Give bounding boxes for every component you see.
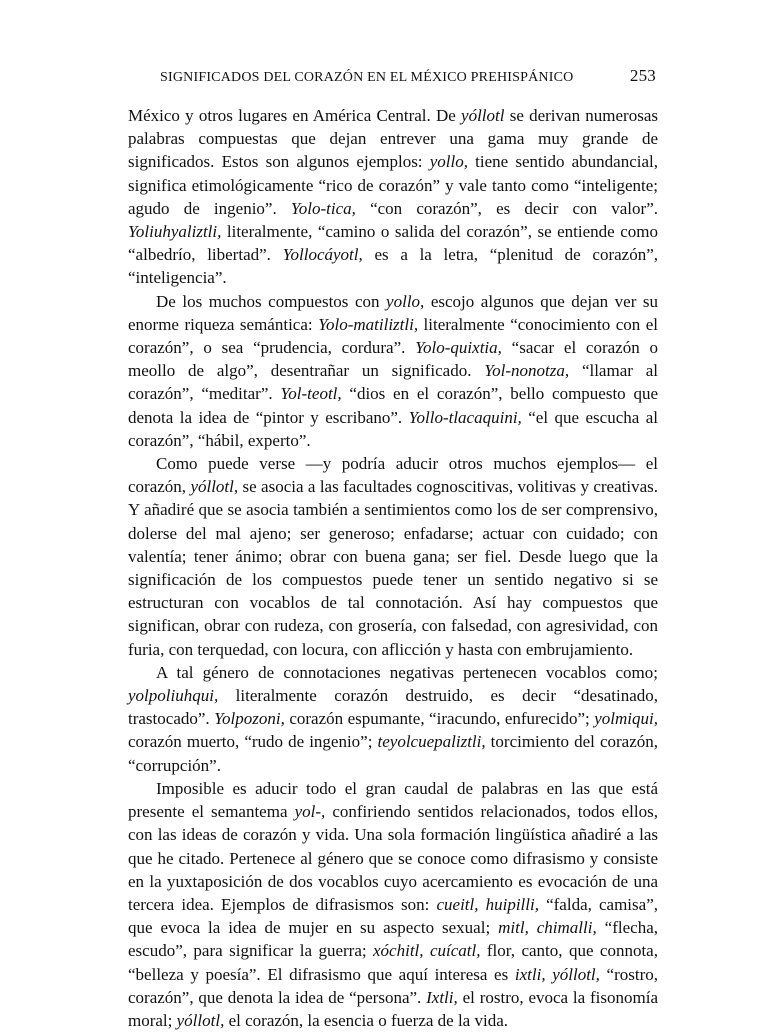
italic-term: yollo, xyxy=(429,152,468,172)
page-number: 253 xyxy=(629,66,656,85)
text-run: se derivan numerosas palabras compuestas que dejan entrever una gama muy grande de significados. Estos son algunos ejemplos: xyxy=(128,106,658,172)
italic-term: Yol-teotl, xyxy=(280,384,342,404)
italic-term: mitl, chimalli, xyxy=(498,918,597,938)
text-run: el corazón, la esencia o fuerza de la vida. xyxy=(224,1010,508,1030)
running-head: SIGNIFICADOS DEL CORAZÓN EN EL MÉXICO PREHISPÁNICO xyxy=(160,70,574,85)
italic-term: Yolpozoni, xyxy=(214,709,285,729)
text-run: torcimiento del corazón, “corrupción”. xyxy=(128,732,658,775)
text-run: Como puede verse —y podría aducir otros muchos ejemplos— el corazón, xyxy=(128,454,658,497)
italic-term: yóllotl, xyxy=(176,1010,225,1030)
text-run: “el que escucha al corazón”, “hábil, experto”. xyxy=(128,407,658,450)
italic-term: ixtli, yóllotl, xyxy=(514,964,600,984)
italic-term: Yollocáyotl, xyxy=(282,245,363,265)
text-run: “falda, camisa”, que evoca la idea de mujer en su aspecto sexual; xyxy=(128,894,658,938)
paragraph-2 xyxy=(128,290,658,452)
text-run: escojo algunos que dejan ver su enorme riqueza semántica: xyxy=(128,291,659,334)
text-run: “rostro, corazón”, que denota la idea de “persona”. xyxy=(128,964,658,1007)
text-run: De los muchos compuestos con xyxy=(156,291,387,311)
text-run: “flecha, escudo”, para significar la guerra; xyxy=(128,918,658,961)
paragraph-5 xyxy=(128,777,658,1032)
text-run: confiriendo sentidos relacionados, todos ellos, con las ideas de corazón y vida. Una sola formación lingüística añadiré a las que he citado. Pertenece al género que se conoce como difrasismo y consiste en la yuxtaposición de dos vocablos cuyo acercamiento es evocación de una tercera idea. Ejemplos de difrasismos son: xyxy=(128,802,658,914)
italic-term: yolpoliuhqui, xyxy=(128,686,219,706)
text-run: Imposible es aducir todo el gran caudal de palabras en las que está presente el semantema xyxy=(128,778,658,822)
text-run: “con corazón”, es decir con valor”. xyxy=(355,198,658,218)
italic-term: yollo, xyxy=(386,291,425,311)
italic-term: yóllotl xyxy=(461,106,505,125)
text-run: tiene sentido abundancial, significa etimológicamente “rico de corazón” y vale tanto como “inteligente; agudo de ingenio”. xyxy=(128,152,658,218)
italic-term: xóchitl, cuícatl, xyxy=(373,941,481,961)
text-run: flor, canto, que connota, “belleza y poesía”. El difrasismo que aquí interesa es xyxy=(128,941,658,984)
text-run: literalmente corazón destruido, es decir “desatinado, trastocado”. xyxy=(128,686,658,729)
italic-term: teyolcuepaliztli, xyxy=(377,732,486,752)
text-run: se asocia a las facultades cognoscitivas, volitivas y creativas. Y añadiré que se asocia también a sentimientos como los de ser comprensivo, dolerse del mal ajeno; ser generoso; enfadarse; actuar con cuidado; con valentía; tener ánimo; obrar con buena gana; ser fiel. Desde luego que la significación de los compuestos puede tener un sentido negativo si se estructuran con vocablos de tal connotación. Así hay compuestos que significan, obrar con rudeza, con grosería, con falsedad, con agresividad, con furia, con terquedad, con locura, con aflicción y hasta con embrujamiento. xyxy=(128,477,658,659)
paragraph-4 xyxy=(128,661,658,777)
italic-term: yolmiqui, xyxy=(594,709,658,729)
text-run: es a la letra, “plenitud de corazón”, “inteligencia”. xyxy=(128,245,658,288)
italic-term: Yoliuhyaliztli, xyxy=(128,222,222,242)
italic-term: Yollo-tlacaquini, xyxy=(408,407,522,427)
page-header xyxy=(128,66,656,90)
italic-term: Ixtli, xyxy=(426,987,458,1007)
text-run: México y otros lugares en América Central. De xyxy=(128,106,462,125)
italic-term: yóllotl, xyxy=(190,477,239,497)
text-run: corazón muerto, “rudo de ingenio”; xyxy=(128,732,378,752)
text-run: corazón espumante, “iracundo, enfurecido”; xyxy=(284,709,595,729)
paragraph-3 xyxy=(128,452,658,661)
italic-term: yol-, xyxy=(294,802,326,822)
italic-term: cueitl, huipilli, xyxy=(436,894,539,914)
italic-term: Yol-nonotza, xyxy=(484,361,570,381)
text-run: “llamar al corazón”, “meditar”. xyxy=(128,361,658,404)
text-run: literalmente “conocimiento con el corazón”, o sea “prudencia, cordura”. xyxy=(128,314,659,358)
italic-term: Yolo-quixtia, xyxy=(415,338,502,358)
body-text xyxy=(128,104,658,1032)
paragraph-1 xyxy=(128,104,658,290)
italic-term: Yolo-tica, xyxy=(290,198,356,218)
text-run: A tal género de connotaciones negativas pertenecen vocablos como; xyxy=(156,662,658,682)
text-run: el rostro, evoca la fisonomía moral; xyxy=(128,987,659,1030)
text-run: literalmente, “camino o salida del corazón”, se entiende como “albedrío, libertad”. xyxy=(128,222,658,265)
text-run: “dios en el corazón”, bello compuesto que denota la idea de “pintor y escribano”. xyxy=(128,384,658,427)
text-run: “sacar el corazón o meollo de algo”, desentrañar un significado. xyxy=(128,338,658,381)
italic-term: Yolo-matiliztli, xyxy=(318,314,419,334)
